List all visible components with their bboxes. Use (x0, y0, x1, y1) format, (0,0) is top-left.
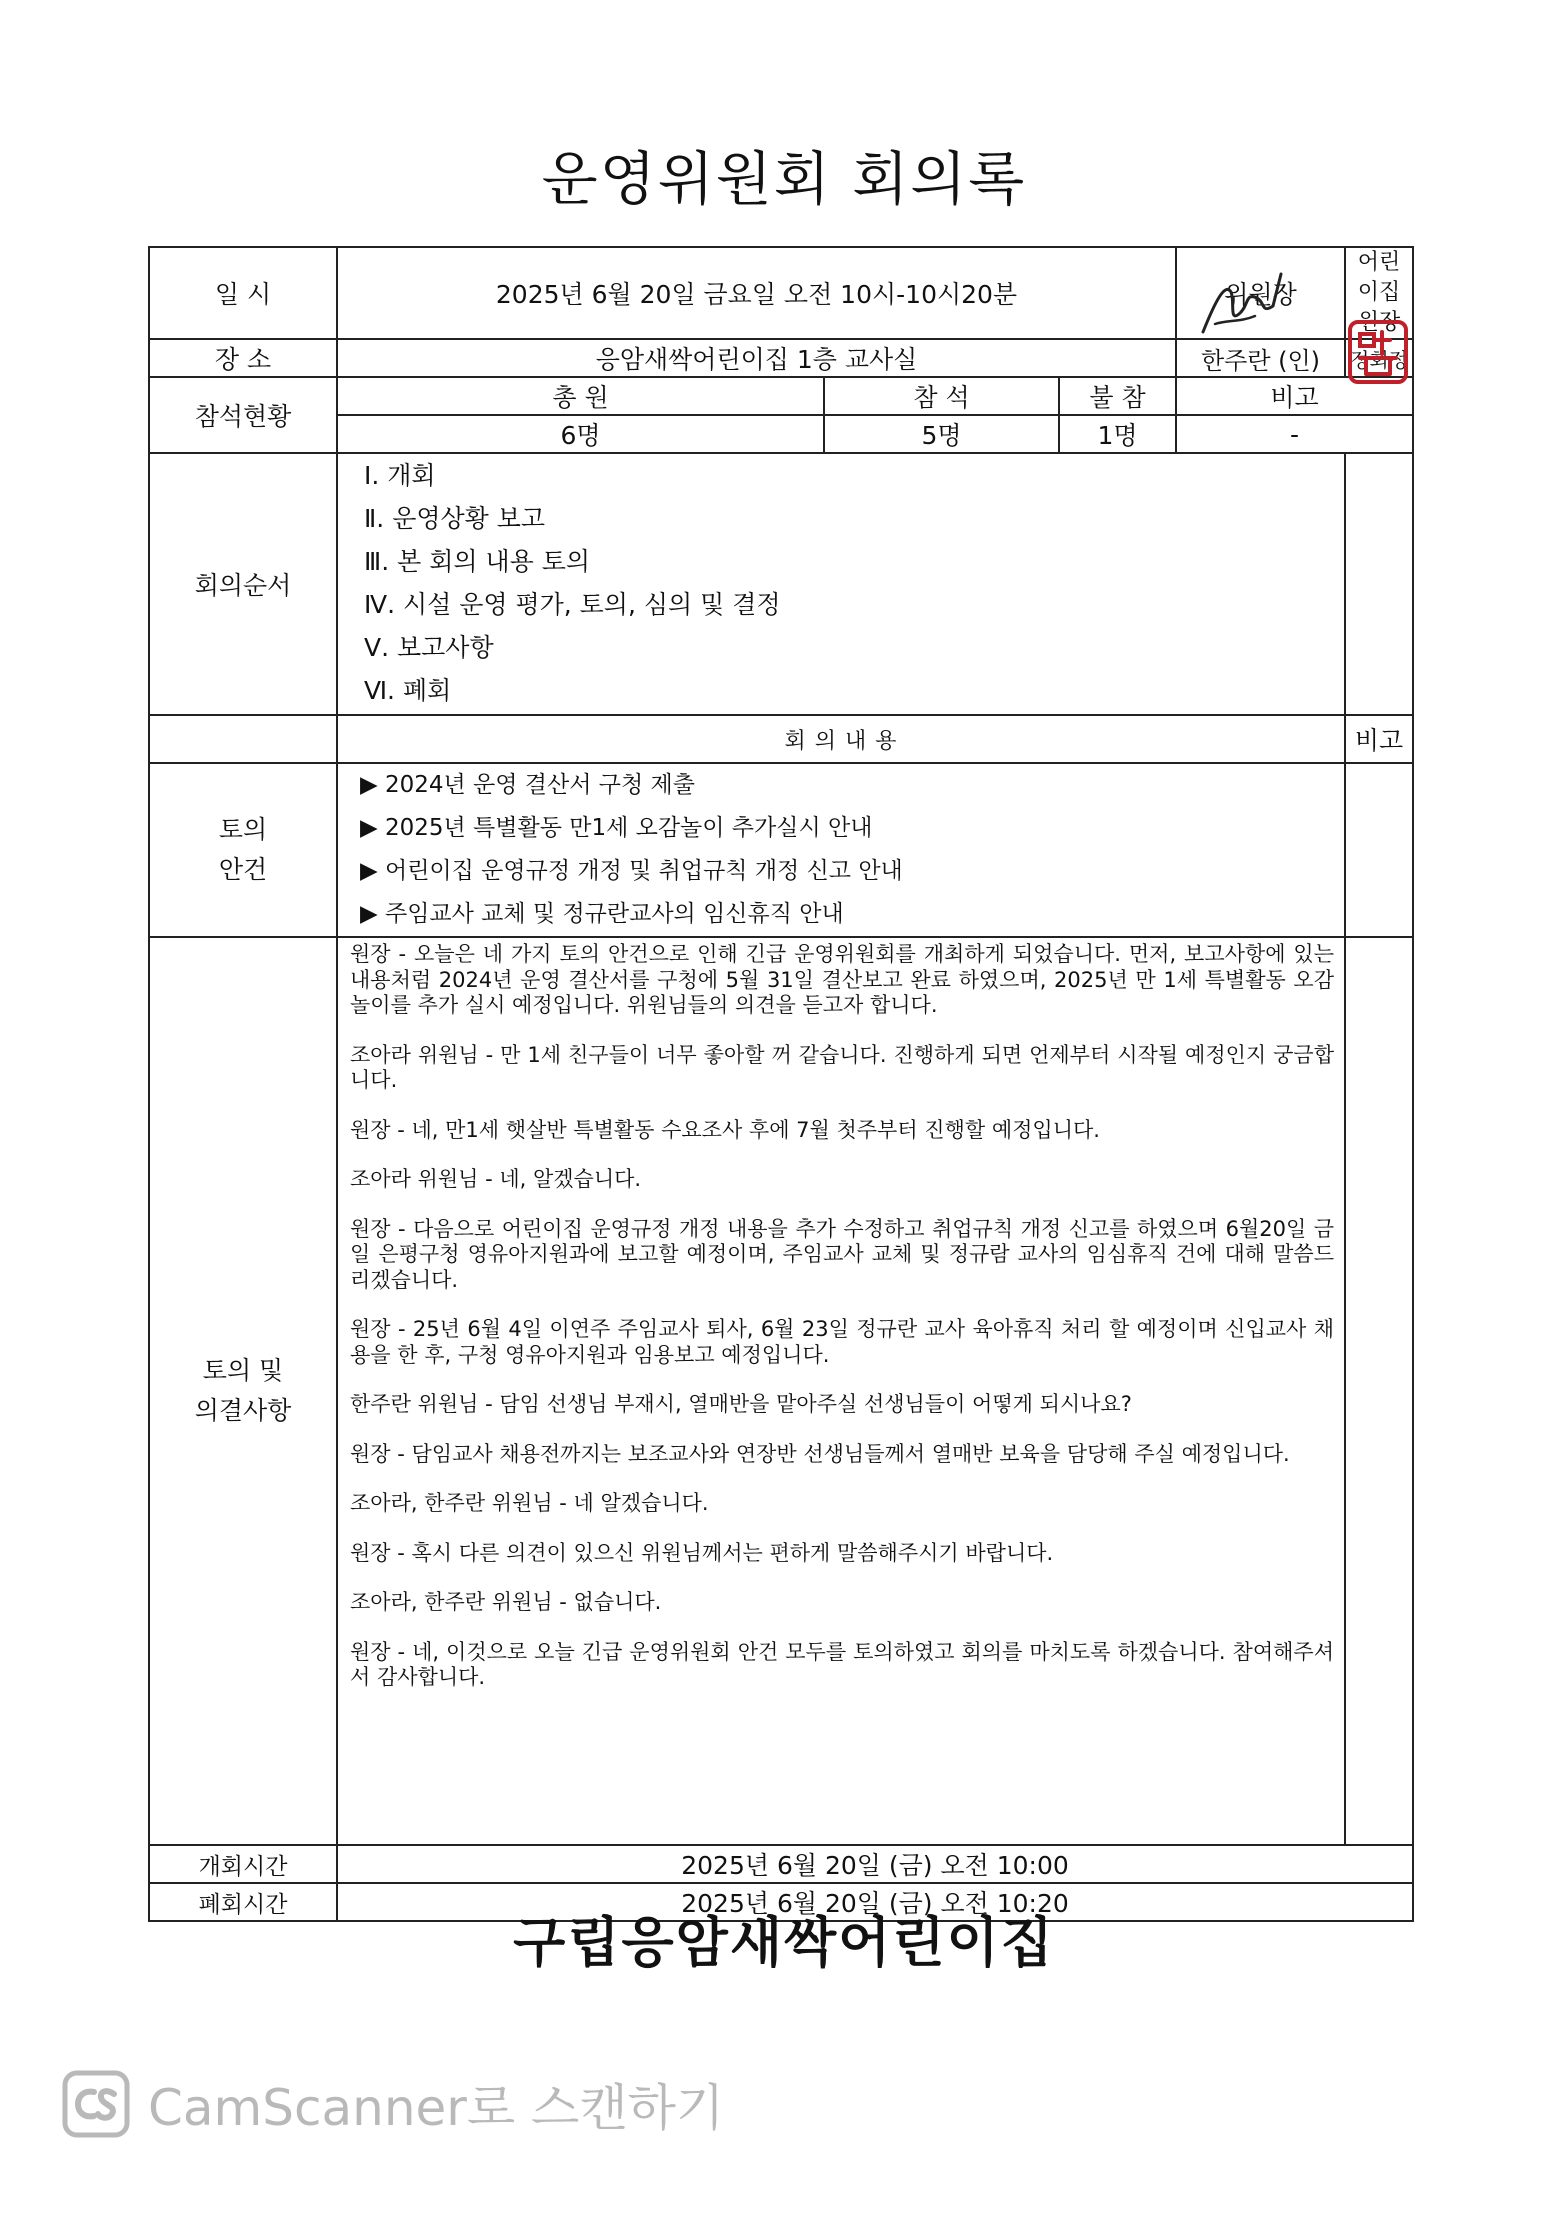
order-item: Ⅴ. 보고사항 (364, 633, 494, 662)
discussion-paragraph: 원장 - 오늘은 네 가지 토의 안건으로 인해 긴급 운영위원회를 개최하게 되었습니다. 먼저, 보고사항에 있는 내용처럼 2024년 운영 결산서를 구청에 5월 31일 결산보고 완료 하였으며, 2025년 만 1세 특별활동 오감놀이를 추가 실시 예정입니다. 위원님들의 의견을 듣고자 합니다. (350, 942, 1334, 1017)
discussion-body (337, 937, 1345, 1845)
chair-label: 위원장 (1176, 247, 1345, 339)
discussion-paragraph: 조아라 위원님 - 만 1세 친구들이 너무 좋아할 꺼 같습니다. 진행하게 되면 언제부터 시작될 예정인지 궁금합니다. (350, 1042, 1334, 1092)
agenda-label-line1: 토의 (218, 815, 268, 844)
discussion-paragraph: 조아라 위원님 - 네, 알겠습니다. (350, 1167, 642, 1191)
order-item: Ⅳ. 시설 운영 평가, 토의, 심의 및 결정 (364, 590, 781, 619)
order-item: Ⅰ. 개회 (364, 461, 436, 490)
agenda-row (149, 763, 1413, 937)
order-row (149, 453, 1413, 715)
attendance-remarks-value: - (1176, 415, 1413, 453)
content-header-title: 회 의 내 용 (337, 715, 1345, 763)
discussion-paragraph: 원장 - 혹시 다른 의견이 있으신 위원님께서는 편하게 말씀해주시기 바랍니다. (350, 1540, 1054, 1565)
discussion-paragraph: 조아라, 한주란 위원님 - 네 알겠습니다. (350, 1491, 709, 1515)
attendance-header-row (149, 377, 1413, 415)
discussion-paragraph: 원장 - 네, 만1세 햇살반 특별활동 수요조사 후에 7월 첫주부터 진행할 예정입니다. (350, 1117, 1100, 1142)
discussion-paragraph: 한주란 위원님 - 담임 선생님 부재시, 열매반을 맡아주실 선생님들이 어떻게 되시나요? (350, 1392, 1132, 1416)
order-label: 회의순서 (149, 453, 337, 715)
discussion-label-line2: 의결사항 (194, 1396, 292, 1425)
open-time-value: 2025년 6월 20일 (금) 오전 10:00 (337, 1845, 1413, 1883)
date-label: 일 시 (149, 247, 337, 339)
discussion-paragraph: 원장 - 다음으로 어린이집 운영규정 개정 내용을 추가 수정하고 취업규칙 개정 신고를 하였으며 6월20일 금일 은평구청 영유아지원과에 보고할 예정이며, 주임교사 교체 및 정규람 교사의 임심휴직 건에 대해 말씀드리겠습니다. (350, 1216, 1334, 1292)
discussion-row (149, 937, 1413, 1845)
order-item: Ⅵ. 폐회 (364, 676, 452, 705)
attendance-total-value: 6명 (337, 415, 824, 453)
discussion-paragraph: 원장 - 담임교사 채용전까지는 보조교사와 연장반 선생님들께서 열매반 보육을 담당해 주실 예정입니다. (350, 1441, 1290, 1466)
camscanner-watermark (62, 2068, 724, 2140)
agenda-label-line2: 안건 (218, 855, 268, 884)
agenda-item: ▶ 어린이집 운영규정 개정 및 취업규칙 개정 신고 안내 (360, 858, 903, 884)
agenda-item: ▶ 주임교사 교체 및 정규란교사의 임신휴직 안내 (360, 901, 844, 927)
content-header-remarks: 비고 (1345, 715, 1413, 763)
open-time-row (149, 1845, 1413, 1883)
chair-signee: 정회정 (1345, 339, 1413, 377)
discussion-label-line1: 토의 및 (202, 1356, 284, 1385)
discussion-remarks (1345, 937, 1413, 1845)
attendance-present-header: 참 석 (824, 377, 1059, 415)
attendance-absent-header: 불 참 (1059, 377, 1176, 415)
agenda-remarks (1345, 763, 1413, 937)
organization-name: 구립응암새싹어린이집 (513, 1911, 1055, 1974)
order-item: Ⅲ. 본 회의 내용 토의 (364, 547, 591, 576)
camscanner-logo-icon (62, 2070, 130, 2138)
attendance-remarks-header: 비고 (1176, 377, 1413, 415)
content-header-blank (149, 715, 337, 763)
chair-name: 한주란 (인) (1176, 339, 1345, 377)
attendance-values-row (149, 415, 1413, 453)
document-title: 운영위원회 회의록 (541, 145, 1027, 213)
date-row (149, 247, 1413, 339)
watermark-text: CamScanner로 스캔하기 (148, 2079, 725, 2137)
order-remarks (1345, 453, 1413, 715)
order-list (337, 453, 1345, 715)
agenda-item: ▶ 2024년 운영 결산서 구청 제출 (360, 772, 695, 798)
place-value: 응암새싹어린이집 1층 교사실 (337, 339, 1176, 377)
content-header-row (149, 715, 1413, 763)
chair-role: 어린이집 원장 (1345, 247, 1413, 339)
place-label: 장 소 (149, 339, 337, 377)
agenda-label (149, 763, 337, 937)
open-time-label: 개회시간 (149, 1845, 337, 1883)
discussion-paragraph: 조아라, 한주란 위원님 - 없습니다. (350, 1590, 662, 1614)
attendance-label: 참석현황 (149, 377, 337, 453)
agenda-list (337, 763, 1345, 937)
place-row (149, 339, 1413, 377)
discussion-paragraph: 원장 - 25년 6월 4일 이연주 주임교사 퇴사, 6월 23일 정규란 교사 육아휴직 처리 할 예정이며 신입교사 채용을 한 후, 구청 영유아지원과 임용보고 예정입니다. (350, 1317, 1334, 1367)
close-time-value: 2025년 6월 20일 (금) 오전 10:20 (337, 1883, 1413, 1921)
attendance-present-value: 5명 (824, 415, 1059, 453)
minutes-table (148, 246, 1414, 1922)
discussion-label (149, 937, 337, 1845)
agenda-item: ▶ 2025년 특별활동 만1세 오감놀이 추가실시 안내 (360, 815, 873, 841)
attendance-total-header: 총 원 (337, 377, 824, 415)
order-item: Ⅱ. 운영상황 보고 (364, 504, 546, 533)
date-value: 2025년 6월 20일 금요일 오전 10시-10시20분 (337, 247, 1176, 339)
discussion-paragraph: 원장 - 네, 이것으로 오늘 긴급 운영위원회 안건 모두를 토의하였고 회의를 마치도록 하겠습니다. 참여해주셔서 감사합니다. (350, 1639, 1334, 1689)
attendance-absent-value: 1명 (1059, 415, 1176, 453)
close-time-label: 폐회시간 (149, 1883, 337, 1921)
